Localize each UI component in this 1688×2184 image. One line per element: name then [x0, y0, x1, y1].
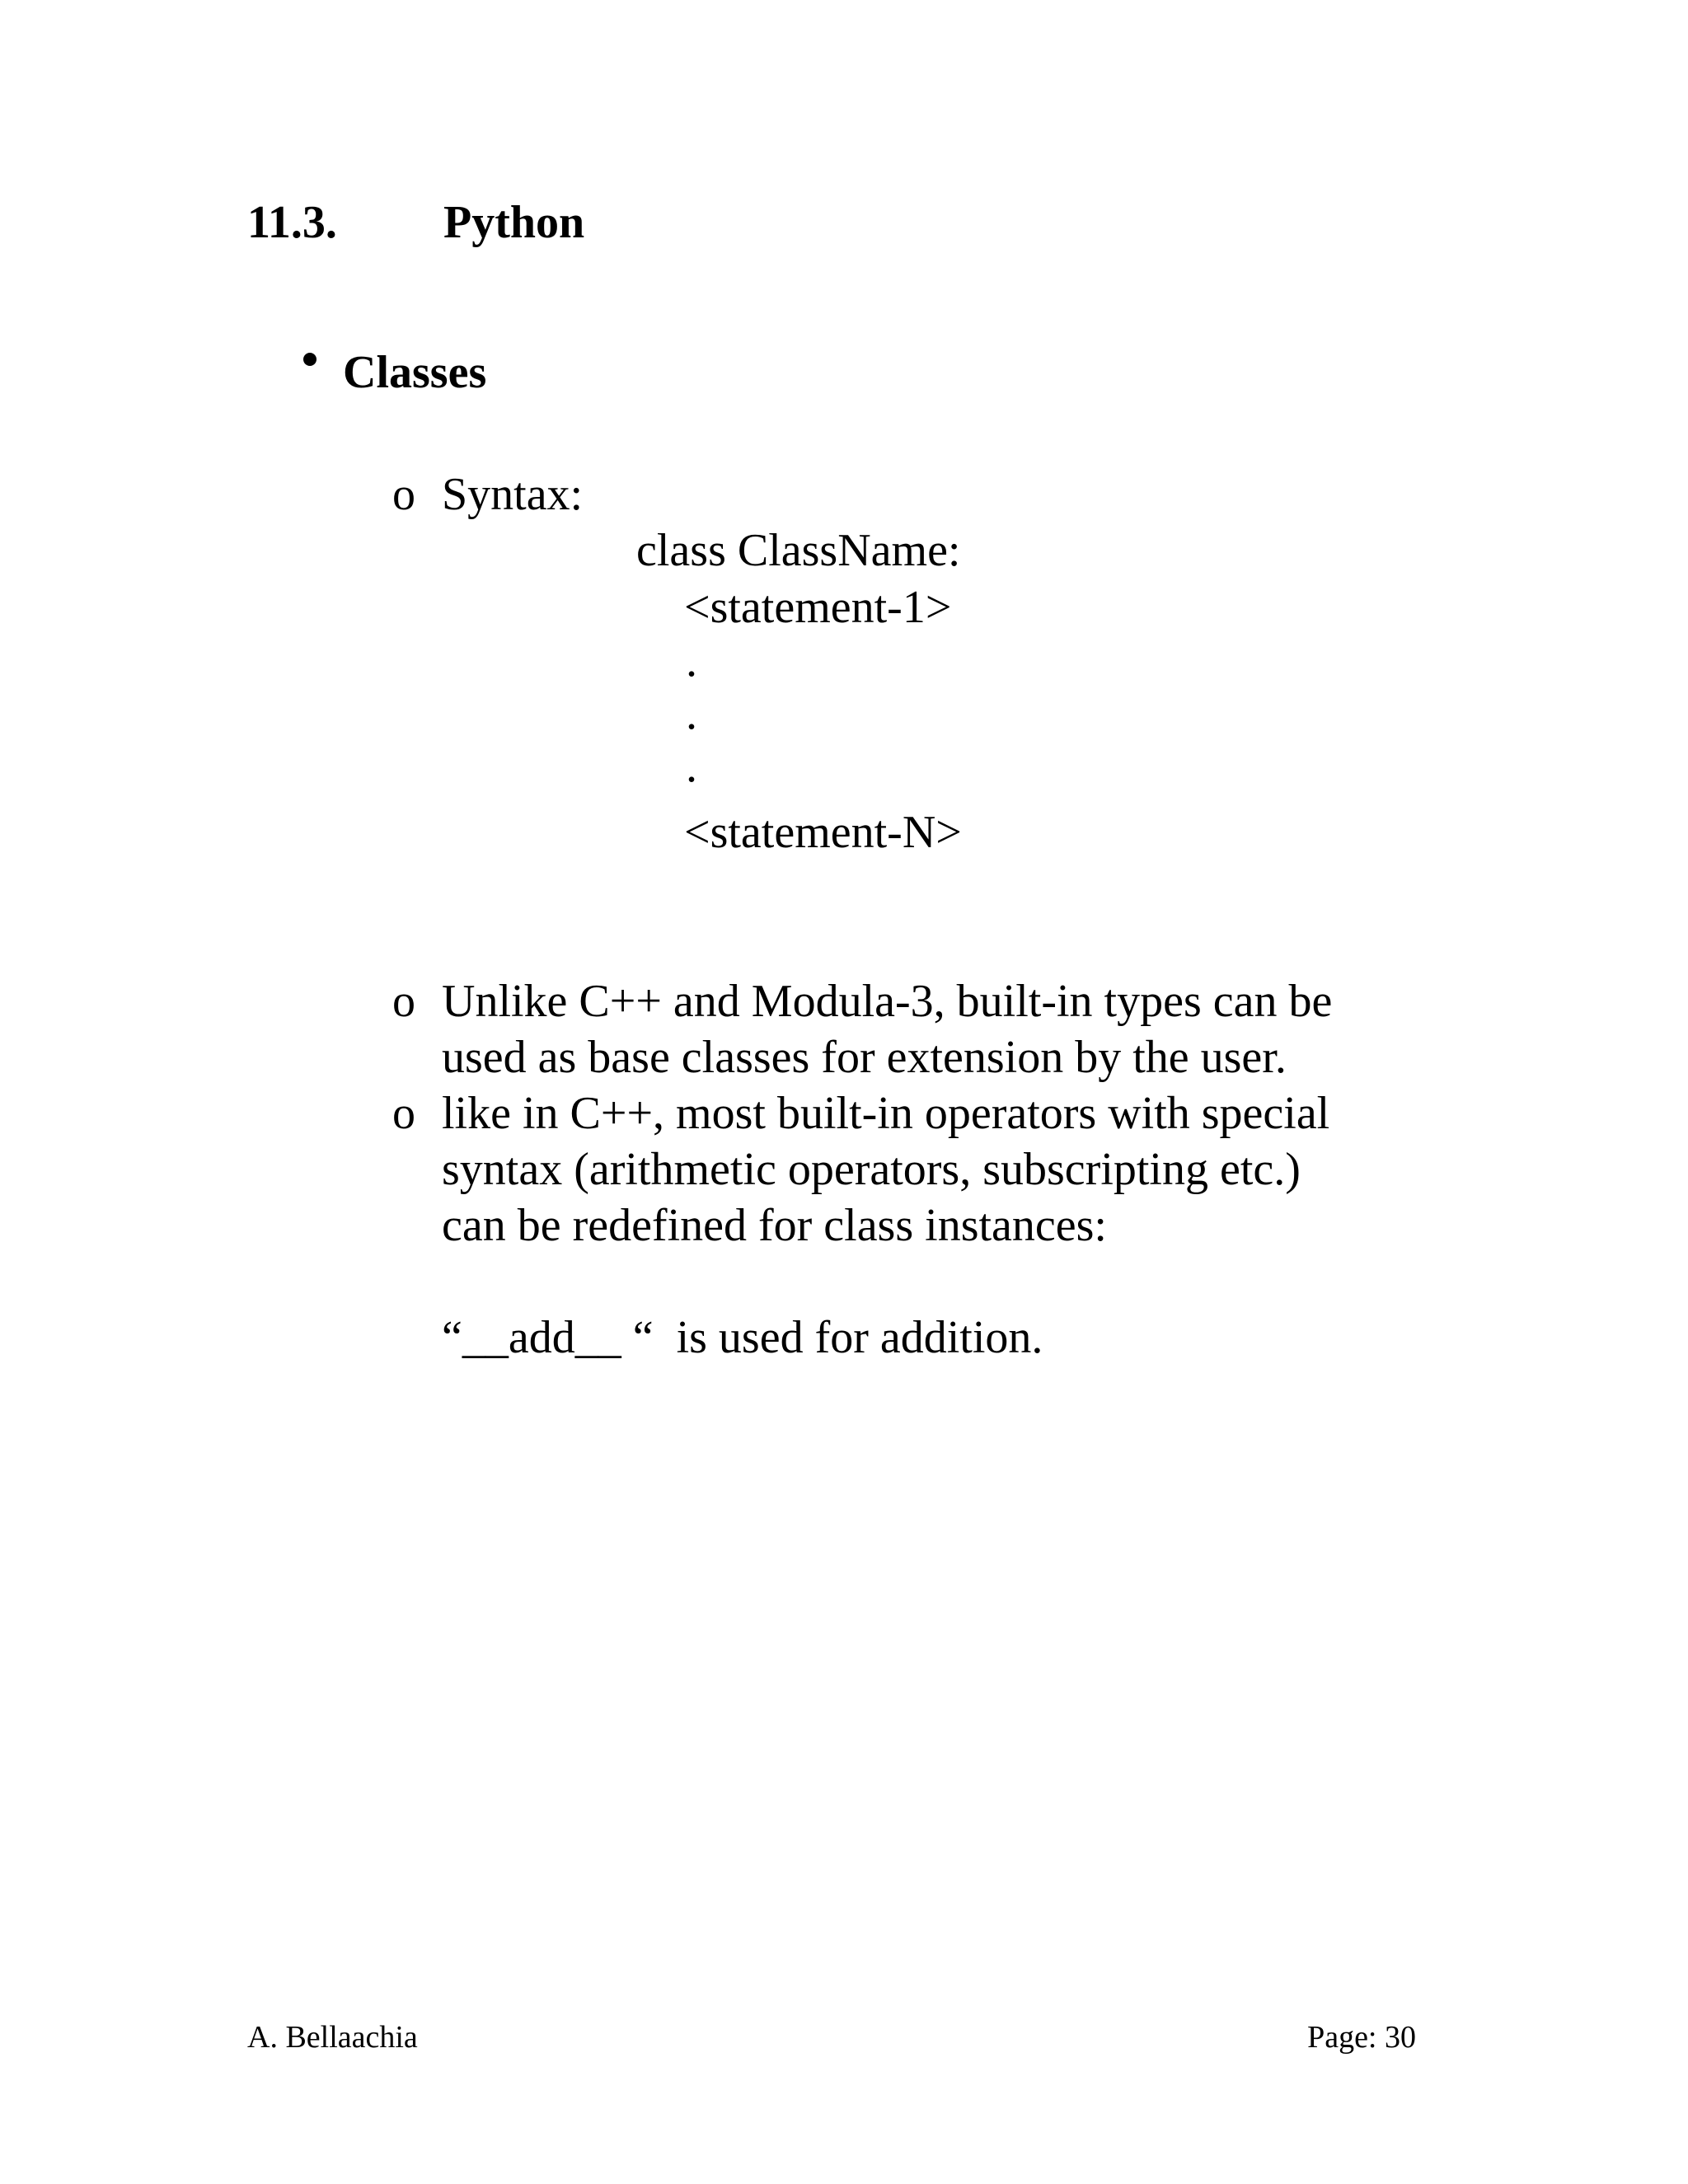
code-line-statement-n: <statement-N>	[684, 807, 962, 858]
code-line-statement-1: <statement-1>	[684, 582, 952, 633]
sub-item-marker: o	[392, 976, 415, 1027]
section-title: Python	[443, 197, 585, 248]
syntax-label: Syntax:	[442, 469, 584, 520]
sub-item-text-line: can be redefined for class instances:	[442, 1200, 1107, 1251]
code-line-ellipsis-dot: .	[686, 741, 697, 792]
sub-item-text-line: syntax (arithmetic operators, subscripting etc.)	[442, 1144, 1301, 1195]
sub-item-text-line: used as base classes for extension by the user.	[442, 1032, 1287, 1083]
sub-item-text-line: like in C++, most built-in operators with special	[442, 1088, 1330, 1139]
footer-author: A. Bellaachia	[247, 2020, 418, 2055]
code-line-class: class ClassName:	[636, 525, 961, 576]
sub-item-marker: o	[392, 469, 415, 520]
code-line-ellipsis-dot: .	[686, 635, 697, 687]
sub-item-marker: o	[392, 1088, 415, 1139]
footer-page-number: Page: 30	[1307, 2020, 1416, 2055]
code-line-ellipsis-dot: .	[686, 688, 697, 739]
bullet-label: Classes	[343, 347, 487, 398]
add-method-note: “__add__ “ is used for addition.	[442, 1312, 1043, 1363]
sub-item-text-line: Unlike C++ and Modula-3, built-in types can be	[442, 976, 1333, 1027]
bullet-dot	[303, 353, 316, 366]
section-number: 11.3.	[247, 197, 337, 248]
